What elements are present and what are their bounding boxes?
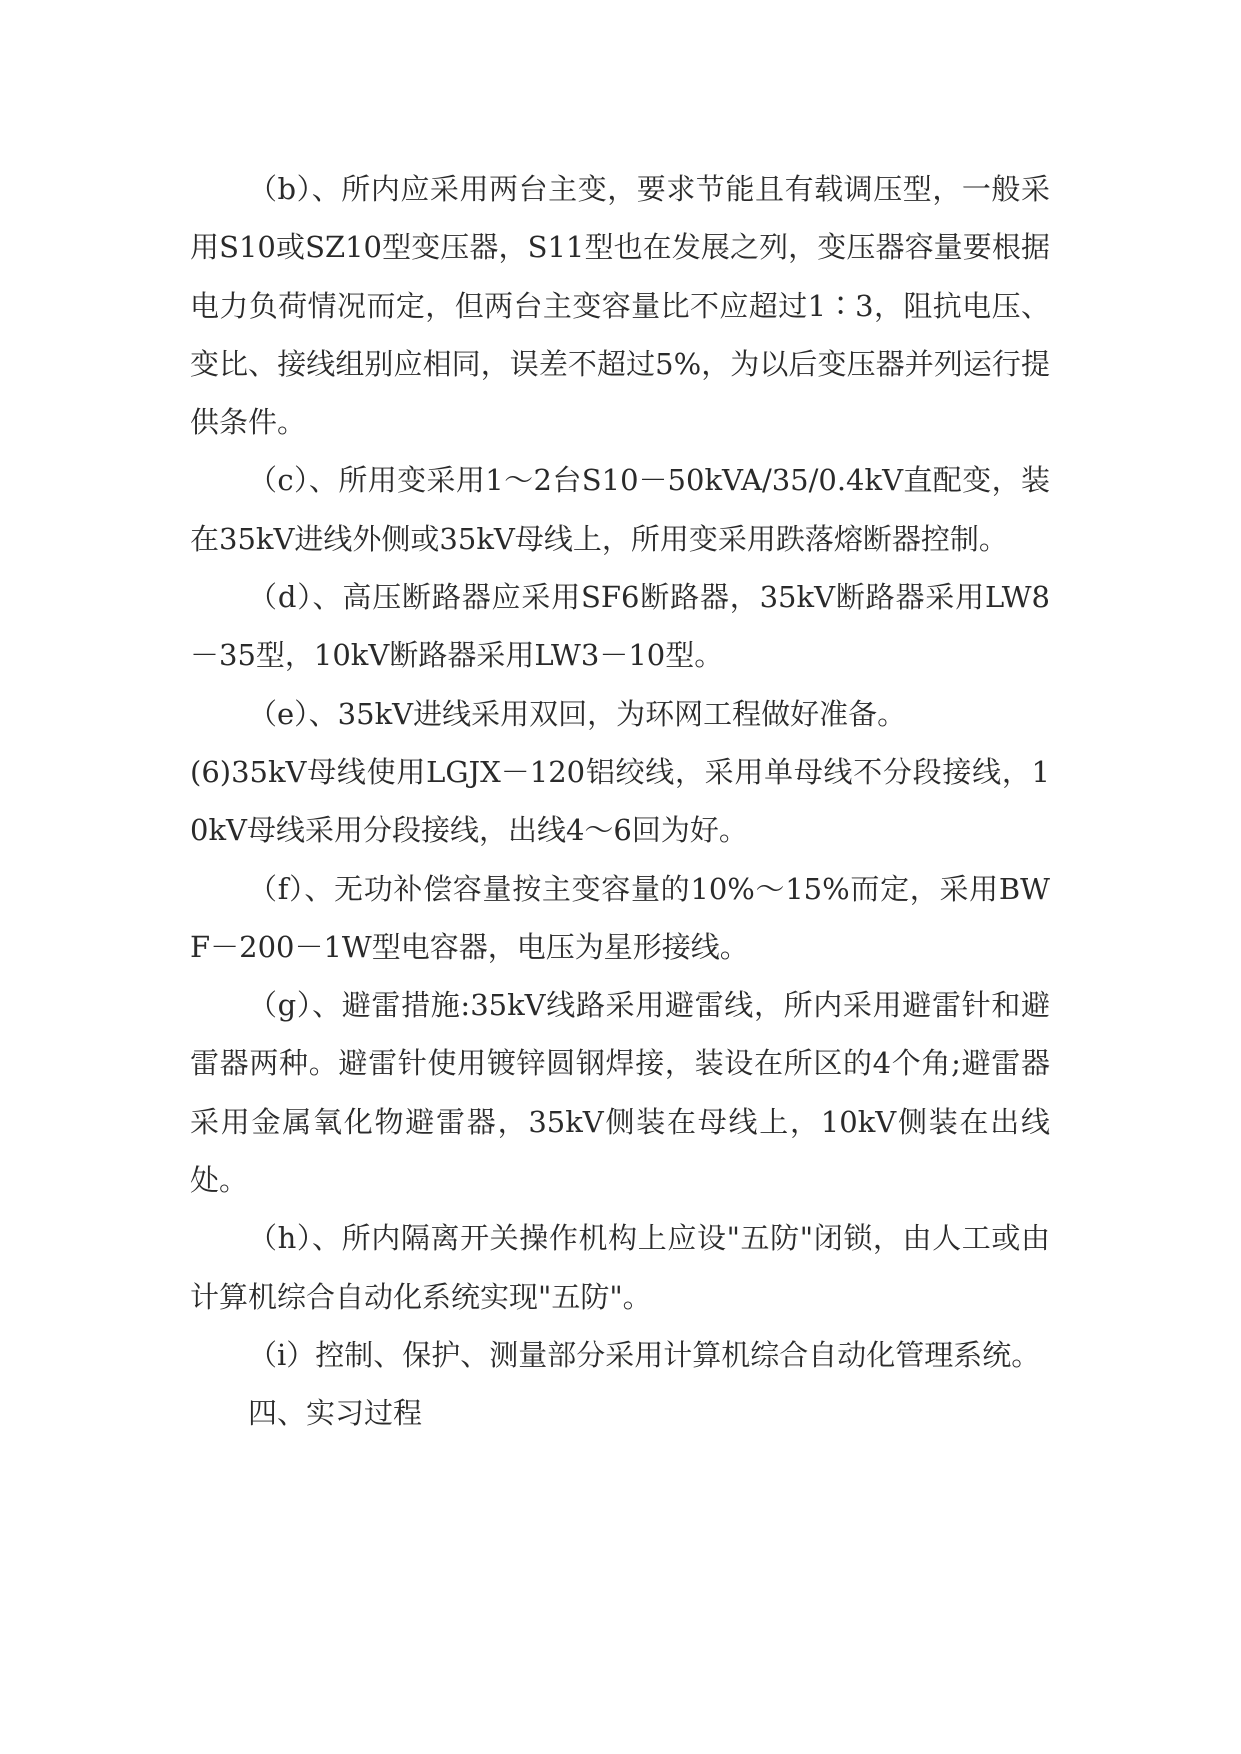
paragraph-e: （e）、35kV进线采用双回，为环网工程做好准备。 [248, 696, 907, 731]
paragraph-c: （c）、所用变采用1～2台S10－50kVA/35/0.4kV直配变，装在35kV进线外侧或35kV母线上，所用变采用跌落熔断器控制。 [190, 463, 1050, 556]
document-body [190, 160, 1050, 1443]
paragraph-d: （d）、高压断路器应采用SF6断路器，35kV断路器采用LW8－35型，10kV断路器采用LW3－10型。 [190, 580, 1050, 673]
paragraph-6: (6)35kV母线使用LGJX－120铝绞线，采用单母线不分段接线，10kV母线采用分段接线，出线4～6回为好。 [190, 754, 1050, 848]
section-heading: 四、实习过程 [248, 1396, 423, 1431]
paragraph-g: （g）、避雷措施:35kV线路采用避雷线，所内采用避雷针和避雷器两种。避雷针使用镀锌圆钢焊接，装设在所区的4个角;避雷器采用金属氧化物避雷器，35kV侧装在母线上，10kV侧装在出线处。 [190, 988, 1050, 1198]
paragraph-h: （h）、所内隔离开关操作机构上应设"五防"闭锁，由人工或由计算机综合自动化系统实现"五防"。 [190, 1221, 1050, 1314]
paragraph-b: （b）、所内应采用两台主变，要求节能且有载调压型，一般采用S10或SZ10型变压器，S11型也在发展之列，变压器容量要根据电力负荷情况而定，但两台主变容量比不应超过1∶3，阻抗电压、变比、接线组别应相同，误差不超过5%，为以后变压器并列运行提供条件。 [190, 172, 1050, 440]
paragraph-f: （f）、无功补偿容量按主变容量的10%～15%而定，采用BWF－200－1W型电容器，电压为星形接线。 [190, 871, 1050, 964]
paragraph-i: （i）控制、保护、测量部分采用计算机综合自动化管理系统。 [248, 1337, 1041, 1372]
